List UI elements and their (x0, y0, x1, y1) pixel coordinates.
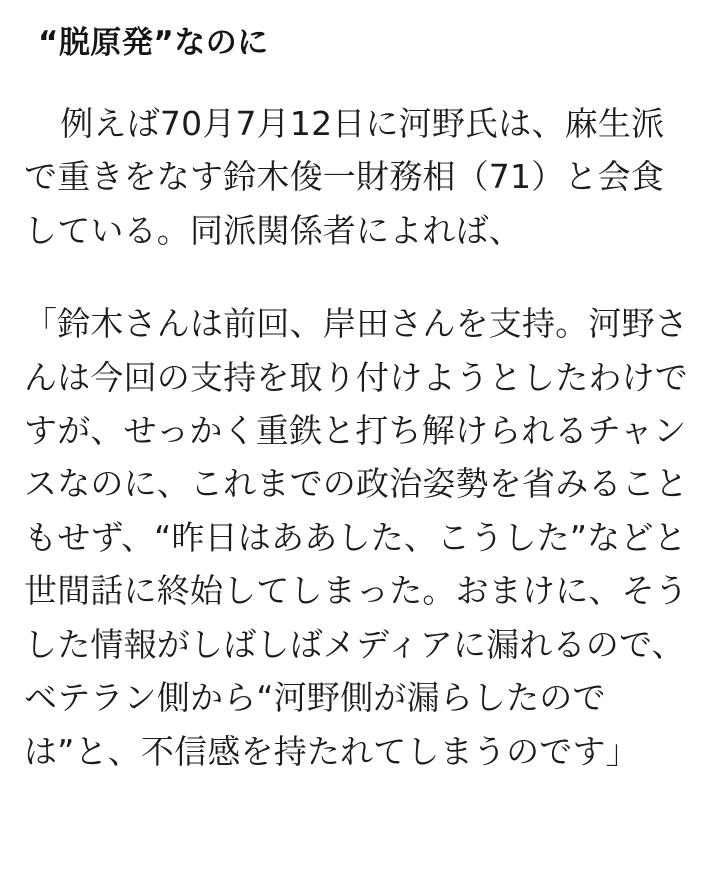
page-title: “脱原発”なのに (38, 25, 269, 61)
paragraph-1: 例えば70月7月12日に河野氏は、麻生派で重きをなす鈴木俊一財務相（71）と会食している。同派関係者によれば、 (24, 103, 665, 250)
paragraph-2: 「鈴木さんは前回、岸田さんを支持。河野さんは今回の支持を取り付けようとしたわけですが、せっかく重鉄と打ち解けられるチャンスなのに、これまでの政治姿勢を省みることもせず、“昨日はああした、こうした”などと世間話に終始してしまった。おまけに、そうした情報がしばしばメディアに漏れるので、ベテラン側から“河野側が漏らしたのでは”と、不信感を持たれてしまうのです」 (24, 304, 688, 771)
